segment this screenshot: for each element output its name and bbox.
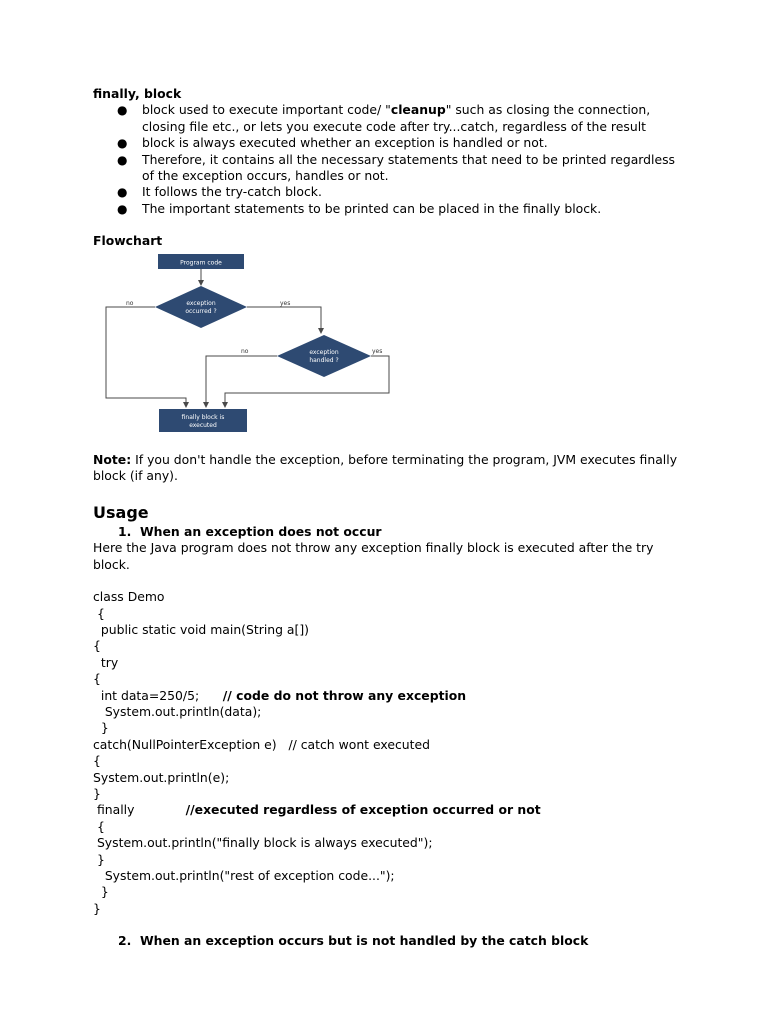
yes-label-2: yes [372, 347, 383, 355]
bullet-item [93, 102, 683, 135]
exception-occurred-decision [155, 286, 247, 328]
usage-item-1-heading [93, 524, 683, 540]
decision2-label-line2: handled ? [309, 356, 339, 364]
flowchart-heading: Flowchart [93, 233, 163, 249]
code-sample [93, 589, 683, 917]
bullet-icon: ● [117, 103, 128, 118]
code-line: System.out.println("rest of exception code..."); [93, 868, 395, 883]
bullet-item [93, 135, 683, 151]
yes-path-1 [247, 307, 321, 333]
bullet-item [93, 201, 683, 217]
code-line: { [93, 638, 101, 654]
decision1-label-line1: exception [186, 299, 216, 307]
code-line: System.out.println("finally block is always executed"); [93, 835, 433, 851]
bullet-text-post: " such as closing the connection, closing file etc., or lets you execute code after try...catch, regardless of the result [142, 102, 651, 134]
bullet-text: The important statements to be printed can be placed in the finally block. [142, 200, 602, 216]
bullet-icon: ● [117, 185, 128, 200]
no-path-1 [106, 307, 186, 407]
usage-item-2-title: When an exception occurs but is not handled by the catch block [140, 933, 589, 949]
code-line: public static void main(String a[]) [93, 621, 310, 637]
usage-heading: Usage [93, 502, 149, 522]
flowchart-diagram [96, 252, 426, 444]
bullet-text: It follows the try-catch block. [142, 184, 322, 200]
code-line: } [93, 900, 101, 916]
usage-item-1-number: 1. [118, 523, 132, 539]
code-line: { [93, 605, 105, 621]
final-label-line1: finally block is [181, 413, 225, 421]
finally-bullet-list [93, 102, 683, 217]
code-line: { [93, 671, 101, 687]
note-label: Note: [93, 452, 132, 468]
code-line: } [93, 851, 105, 867]
code-line: try [93, 654, 119, 670]
bullet-item [93, 152, 683, 185]
decision1-label-line2: occurred ? [185, 307, 217, 315]
yes-label-1: yes [280, 299, 291, 307]
bullet-text: Therefore, it contains all the necessary statements that need to be printed regardless of the exception occurs, handles or not. [142, 151, 676, 184]
program-code-label: Program code [180, 259, 222, 267]
note-paragraph [93, 452, 683, 485]
code-comment-bold: //executed regardless of exception occurred or not [185, 802, 541, 818]
bullet-item [93, 184, 683, 200]
code-line: catch(NullPointerException e) // catch wont executed [93, 736, 430, 752]
bullet-icon: ● [117, 136, 128, 151]
code-line: } [93, 884, 109, 900]
exception-handled-decision [277, 335, 371, 377]
code-text: finally [93, 802, 186, 818]
bullet-icon: ● [117, 201, 128, 216]
bullet-icon: ● [117, 152, 128, 167]
no-path-2 [206, 356, 277, 407]
code-line: System.out.println(data); [93, 703, 262, 719]
bullet-text-pre: block used to execute important code/ " [142, 102, 391, 118]
code-line: } [93, 720, 109, 736]
no-label-2: no [241, 347, 249, 355]
finally-block-heading: finally, block [93, 86, 182, 101]
final-label-line2: executed [189, 421, 217, 429]
code-line [93, 802, 683, 818]
code-line: System.out.println(e); [93, 769, 230, 785]
bullet-text-bold: cleanup [390, 102, 446, 118]
code-line [93, 688, 683, 704]
usage-item-2-heading [93, 933, 683, 949]
code-text: int data=250/5; [93, 687, 223, 703]
bullet-text: block is always executed whether an exception is handled or not. [142, 135, 548, 151]
usage-item-1-description: Here the Java program does not throw any exception finally block is executed after the try block. [93, 540, 654, 572]
code-line: class Demo [93, 589, 165, 605]
code-line: { [93, 753, 101, 769]
no-label-1: no [126, 299, 134, 307]
document-page [93, 86, 683, 950]
decision2-label-line1: exception [309, 348, 339, 356]
code-line: } [93, 785, 101, 801]
usage-item-1-title: When an exception does not occur [140, 523, 382, 539]
usage-item-2-number: 2. [118, 933, 132, 949]
note-text: If you don't handle the exception, before terminating the program, JVM executes finally block (if any). [93, 452, 678, 484]
code-comment-bold: // code do not throw any exception [222, 687, 467, 703]
code-line: { [93, 818, 105, 834]
